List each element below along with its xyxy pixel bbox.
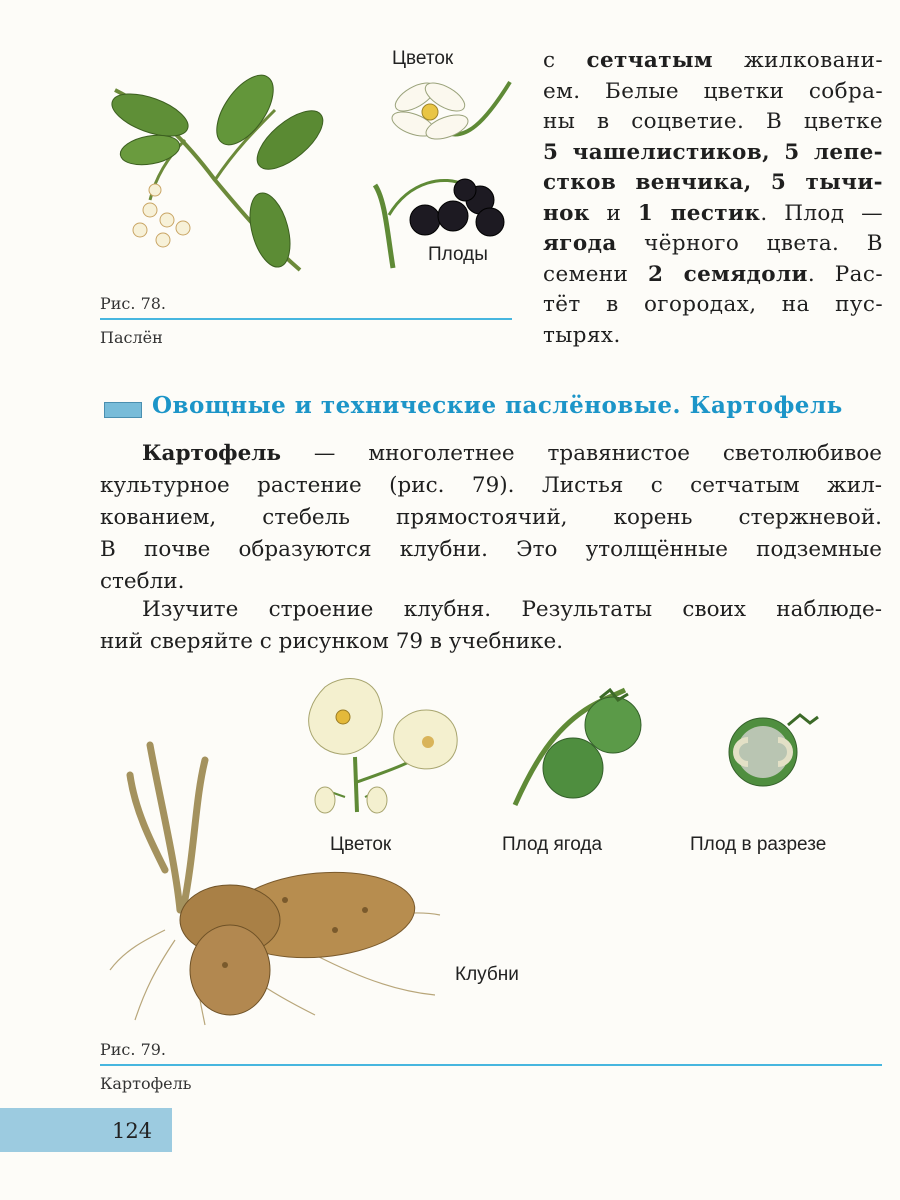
section-heading-text: Овощные и технические паслёновые. Картофель (152, 392, 843, 419)
text-line: с сетчатым жилковани- (543, 48, 883, 73)
text-line: нок и 1 пестик. Плод — (543, 200, 883, 226)
text-line: ягода чёрного цвета. В (543, 231, 883, 256)
nightshade-flower-illustration (385, 72, 515, 162)
fig79-label-flower: Цветок (330, 834, 392, 855)
fig78-number: Рис. 78. (100, 294, 167, 313)
text-line: В почве образуются клубни. Это утолщённые подземные (100, 537, 882, 562)
text-line: ем. Белые цветки собра- (543, 78, 883, 104)
text-line: стебли. (100, 569, 185, 594)
section-heading (104, 392, 894, 428)
text-line: семени 2 семядоли. Рас- (543, 261, 883, 287)
heading-marker-icon (104, 402, 142, 418)
paragraph-task (100, 594, 882, 658)
text-line: тёт в огородах, на пус- (543, 292, 883, 317)
potato-berry-illustration (505, 680, 655, 810)
fig78-label-fruits: Плоды (428, 244, 488, 265)
fig79-label-berry: Плод ягода (502, 834, 603, 855)
potato-berry-cross-section-illustration (718, 700, 823, 790)
text-line: ний сверяйте с рисунком 79 в учебнике. (100, 629, 564, 654)
fig79-label-section: Плод в разрезе (690, 834, 827, 855)
fig79-caption: Картофель (100, 1074, 192, 1093)
fig79-rule (100, 1064, 882, 1066)
text-line: ны в соцветие. В цветке (543, 109, 883, 134)
fig78-label-flower: Цветок (392, 48, 454, 69)
nightshade-branch-illustration (95, 70, 335, 280)
potato-tubers-illustration (105, 740, 445, 1030)
text-line: тырях. (543, 322, 621, 348)
text-line: Картофель — многолетнее травянистое светолюбивое (142, 441, 882, 466)
page-number: 124 (112, 1119, 153, 1143)
paragraph-potato (100, 438, 882, 598)
fig79-label-tubers: Клубни (455, 964, 519, 985)
nightshade-description (543, 46, 883, 351)
text-line: кованием, стебель прямостоячий, корень стержневой. (100, 505, 882, 530)
text-line: культурное растение (рис. 79). Листья с сетчатым жил- (100, 473, 882, 498)
text-line: стков венчика, 5 тычи- (543, 170, 883, 195)
fig78-caption: Паслён (100, 328, 163, 347)
fig78-rule (100, 318, 512, 320)
fig79-number: Рис. 79. (100, 1040, 167, 1059)
text-line: 5 чашелистиков, 5 лепе- (543, 139, 883, 165)
text-line: Изучите строение клубня. Результаты своих наблюде- (142, 597, 882, 622)
